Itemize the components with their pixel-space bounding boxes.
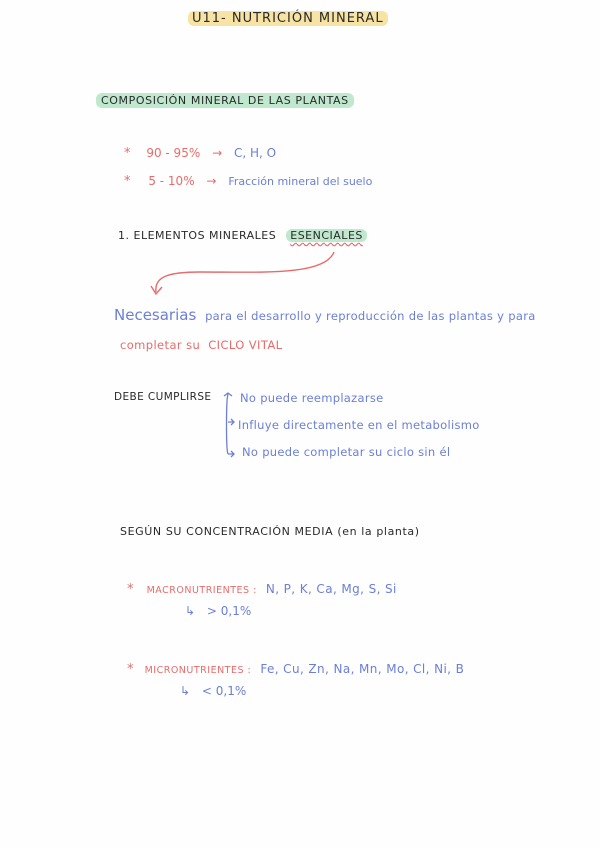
sub-arrow-icon: ↳: [180, 684, 191, 698]
composition-desc: Fracción mineral del suelo: [228, 175, 373, 188]
micronutrients-elements: Fe, Cu, Zn, Na, Mn, Mo, Cl, Ni, B: [260, 662, 465, 676]
curved-arrow-icon: [140, 246, 340, 300]
section-heading-essential: [118, 229, 367, 242]
section-heading-composition: [96, 94, 354, 107]
macronutrients-threshold: > 0,1%: [206, 604, 252, 618]
macronutrients-label: MACRONUTRIENTES :: [146, 585, 257, 596]
composition-desc: C, H, O: [233, 146, 277, 160]
composition-percent: 5 - 10%: [148, 174, 195, 188]
micronutrients-row: [127, 658, 464, 677]
section-heading-essential-highlight: ESENCIALES: [286, 229, 367, 242]
section-heading-composition-text: COMPOSICIÓN MINERAL DE LAS PLANTAS: [96, 93, 354, 108]
bullet-star: *: [124, 146, 131, 161]
arrow-right-icon: →: [212, 146, 223, 160]
condition-item-1: No puede reemplazarse: [240, 391, 384, 405]
macronutrients-row: [127, 578, 397, 597]
definition-line-2: [120, 338, 282, 352]
page-title: [188, 11, 388, 26]
composition-percent: 90 - 95%: [146, 146, 201, 160]
definition-line-1: [114, 306, 536, 324]
composition-item-2: [124, 174, 372, 189]
bullet-star: *: [124, 174, 131, 189]
bullet-star: *: [127, 662, 134, 677]
composition-item-1: [124, 146, 276, 161]
micronutrients-threshold-row: [180, 684, 246, 698]
definition-vital-cycle: CICLO VITAL: [208, 338, 283, 352]
bullet-star: *: [127, 582, 134, 597]
macronutrients-elements: N, P, K, Ca, Mg, S, Si: [265, 582, 397, 596]
definition-keyword: Necesarias: [114, 306, 197, 324]
arrow-right-icon: →: [206, 174, 217, 188]
condition-item-3: No puede completar su ciclo sin él: [242, 445, 451, 459]
page-title-text: U11- NUTRICIÓN MINERAL: [188, 11, 388, 26]
section-heading-essential-prefix: 1. ELEMENTOS MINERALES: [118, 229, 277, 242]
definition-text: para el desarrollo y reproducción de las plantas y para: [205, 309, 536, 323]
definition-text-2: completar su: [120, 338, 201, 352]
micronutrients-threshold: < 0,1%: [201, 684, 247, 698]
condition-item-2: Influye directamente en el metabolismo: [238, 418, 480, 432]
micronutrients-label: MICRONUTRIENTES :: [144, 665, 252, 676]
conditions-label: DEBE CUMPLIRSE: [114, 391, 212, 403]
sub-arrow-icon: ↳: [185, 604, 196, 618]
macronutrients-threshold-row: [185, 604, 251, 618]
concentration-heading: SEGÚN SU CONCENTRACIÓN MEDIA (en la planta): [120, 525, 420, 538]
